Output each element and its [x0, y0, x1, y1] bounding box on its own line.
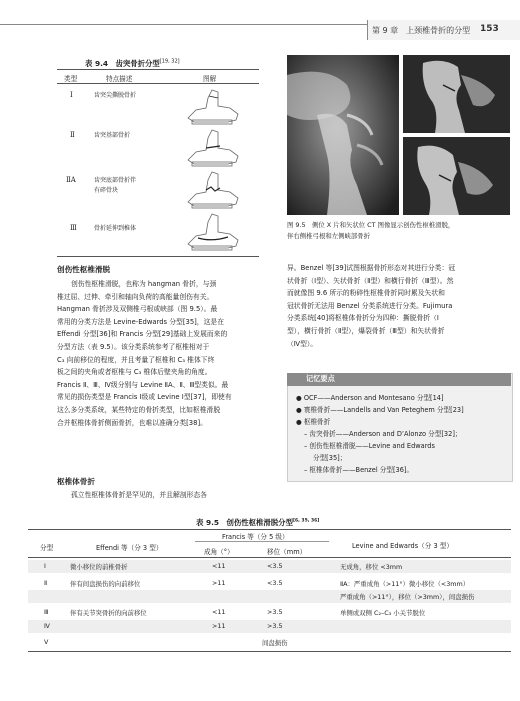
table-header-type: 类型 [64, 75, 78, 83]
table-row-type: Ⅲ [70, 224, 77, 232]
key-point-subitem: 分型[35]； [313, 454, 347, 462]
table-row-desc: 有碎骨块 [94, 187, 119, 194]
table-cell-type: Ⅰ [44, 562, 46, 570]
table-rule [57, 256, 259, 257]
table-cell-shift: >3.5 [267, 622, 283, 630]
table-9-4-title: 表 9.4 齿突骨折分型[19, 32] [85, 58, 180, 68]
axis-body-paragraph: 孤立性枢椎体骨折是罕见的，并且解剖形态各 [71, 491, 207, 499]
table-9-5-title: 表 9.5 创伤性枢椎滑脱分型[6, 35, 36] [196, 518, 320, 527]
table-header-levine: Levine and Edwards（分 3 型） [352, 542, 453, 550]
table-cell-shift: <3.5 [267, 562, 283, 570]
odontoid-diagram-type-3 [188, 214, 238, 250]
odontoid-fracture-diagrams [178, 84, 248, 254]
figure-9-5-caption [287, 220, 511, 242]
table-header-figure: 图解 [203, 75, 217, 83]
table-cell-type: Ⅱ [44, 579, 48, 587]
table-cell-type: Ⅲ [44, 608, 49, 616]
table-row-desc: 齿突尖撕脱骨折 [94, 92, 137, 99]
table-cell-angle: <11 [212, 608, 226, 616]
sagittal-ct-image-upper [403, 55, 510, 133]
table-row-type: ⅡA [66, 176, 76, 184]
key-point-subitem: – 枢椎体骨折——Benzel 分型[36]。 [304, 466, 414, 474]
section-heading-hangman: 创伤性枢椎滑脱 [57, 265, 111, 274]
table-header-angle: 成角（°） [204, 548, 234, 556]
paragraph-line: Francis Ⅱ、Ⅲ、Ⅳ级分别与 Levine ⅡA、Ⅱ、Ⅲ型类似。最 [57, 380, 229, 389]
table-subrule [195, 541, 329, 542]
hangman-paragraph [57, 278, 267, 429]
table-cell-shift: >3.5 [267, 608, 283, 616]
table-row-desc: 齿突底部骨折伴 [94, 177, 137, 184]
key-point-subitem: – 创伤性枢椎滑脱——Levine and Edwards [304, 442, 435, 450]
lateral-xray-image [287, 55, 399, 215]
paragraph-line: 板之间的夹角或者枢椎与 C₃ 椎体后壁夹角的角度。 [57, 368, 212, 377]
key-point-item: ● 枢椎骨折 [296, 418, 331, 426]
odontoid-diagram-type-1 [188, 90, 238, 124]
paragraph-line: 冠状骨折无法用 Benzel 分类系统进行分类。Fujimura [287, 301, 453, 310]
table-cell-type: Ⅴ [44, 638, 49, 646]
table-rule [57, 69, 259, 70]
table-cell-levine: ⅡA：严重成角（>11°）微小移位（<3mm） [340, 580, 470, 588]
key-point-subitem: – 齿突骨折——Anderson and D’Alonzo 分型[32]； [304, 430, 462, 438]
table-cell-type: Ⅳ [44, 622, 50, 630]
table-row-desc: 骨折延伸到椎体 [94, 225, 137, 232]
table-cell-effendi: 伴有关节突骨折的向前移位 [70, 609, 147, 617]
caption-line: 图 9.5 侧位 X 片和矢状位 CT 图像显示创伤性枢椎滑脱， [287, 221, 455, 229]
paragraph-line: （Ⅳ型）。 [287, 339, 318, 348]
table-row-desc: 齿突基部骨折 [94, 132, 131, 139]
table-row-type: Ⅰ [70, 91, 73, 99]
page-number: 153 [480, 24, 499, 34]
table-header-desc: 特点描述 [106, 75, 133, 83]
paragraph-line: Hangman 骨折涉及双侧椎弓根或峡部（图 9.5）。最 [57, 305, 218, 314]
chapter-title: 第 9 章 上颈椎骨折的分型 [372, 26, 471, 35]
paragraph-line: 而就像图 9.6 所示的粉碎性枢椎骨折同时累及矢状和 [287, 289, 445, 298]
table-cell-effendi: 微小移位的前椎骨折 [70, 563, 128, 571]
key-points-title: 记忆要点 [306, 374, 335, 383]
paragraph-line: 型），横行骨折（Ⅱ型），爆裂骨折（Ⅲ型）和矢状骨折 [287, 326, 445, 335]
table-header-shift: 移位（mm） [267, 548, 307, 556]
table-cell-levine: 单侧或双侧 C₂–C₃ 小关节脱位 [340, 609, 426, 617]
paragraph-line: C₃ 向前移位的程度，并且考量了枢椎和 C₃ 椎体下终 [57, 355, 215, 364]
table-cell-shift: 间盘损伤 [262, 639, 288, 647]
table-cell-angle: >11 [212, 579, 226, 587]
key-point-item: ● 寰椎骨折——Landells and Van Peteghem 分型[23] [296, 406, 464, 414]
table-header-effendi: Effendi 等（分 3 型） [96, 544, 163, 552]
key-point-item: ● OCF——Anderson and Montesano 分型[14] [296, 394, 444, 402]
odontoid-diagram-type-2 [188, 130, 238, 166]
paragraph-line: 状骨折（Ⅰ型）、矢状骨折（Ⅱ型）和横行骨折（Ⅲ型）。然 [287, 276, 454, 285]
odontoid-diagram-type-2a [188, 172, 238, 208]
key-point-text: 寰椎骨折——Landells and Van Peteghem 分型[23] [303, 406, 464, 414]
paragraph-line: 异。Benzel 等[39]试图根据骨折形态对其进行分类：冠 [287, 264, 456, 272]
paragraph-line: 分型方法（表 9.5）。该分类系统参考了枢椎相对于 [57, 342, 210, 351]
table-rule [28, 557, 511, 558]
section-heading-axis-body: 枢椎体骨折 [57, 477, 95, 486]
paragraph-line: 椎过屈、过伸、牵引和轴向负荷的高能量创伤有关。 [57, 292, 214, 301]
paragraph-line: 分类系统[40]将枢椎体骨折分为四种：撕脱骨折（Ⅰ [287, 314, 439, 323]
sagittal-ct-image-lower [403, 137, 510, 215]
table-cell-levine: 严重成角（>11°），移位（>3mm），间盘损伤 [340, 593, 475, 601]
paragraph-line: 常见的损伤类型是 Francis Ⅰ级或 Levine Ⅰ型[37]，即使有 [57, 393, 232, 402]
table-cell-levine: 无成角，移位 <3mm [340, 563, 403, 571]
paragraph-line: 合并枢椎体骨折侧面骨折，也难以准确分类[38]。 [57, 418, 207, 427]
axis-body-continued-paragraph [287, 262, 511, 350]
caption-line: 伴右侧椎弓根和左侧峡部骨折 [287, 232, 371, 240]
paragraph-line: 常用的分类方法是 Levine-Edwards 分型[35]，这是在 [57, 317, 224, 326]
table-rule [28, 651, 511, 652]
table-row-type: Ⅱ [70, 131, 75, 139]
key-point-text: OCF——Anderson and Montesano 分型[14] [303, 394, 444, 402]
table-cell-shift: <3.5 [267, 579, 283, 587]
table-header-type: 分型 [40, 544, 54, 552]
table-cell-angle: >11 [212, 622, 226, 630]
key-point-text: 枢椎骨折 [303, 418, 331, 426]
table-cell-effendi: 伴有间盘损伤的向前移位 [70, 580, 141, 588]
table-cell-angle: <11 [212, 562, 226, 570]
paragraph-line: Effendi 分型[36]和 Francis 分型[29]基础上发展而来的 [57, 330, 228, 339]
paragraph-line: 创伤性枢椎滑脱，也称为 hangman 骨折，与颈 [71, 280, 217, 288]
paragraph-line: 这么多分类系统，某些特定的骨折类型，比如枢椎滑脱 [57, 405, 221, 414]
table-rule [28, 529, 511, 530]
table-header-francis: Francis 等（分 5 级） [222, 533, 289, 541]
